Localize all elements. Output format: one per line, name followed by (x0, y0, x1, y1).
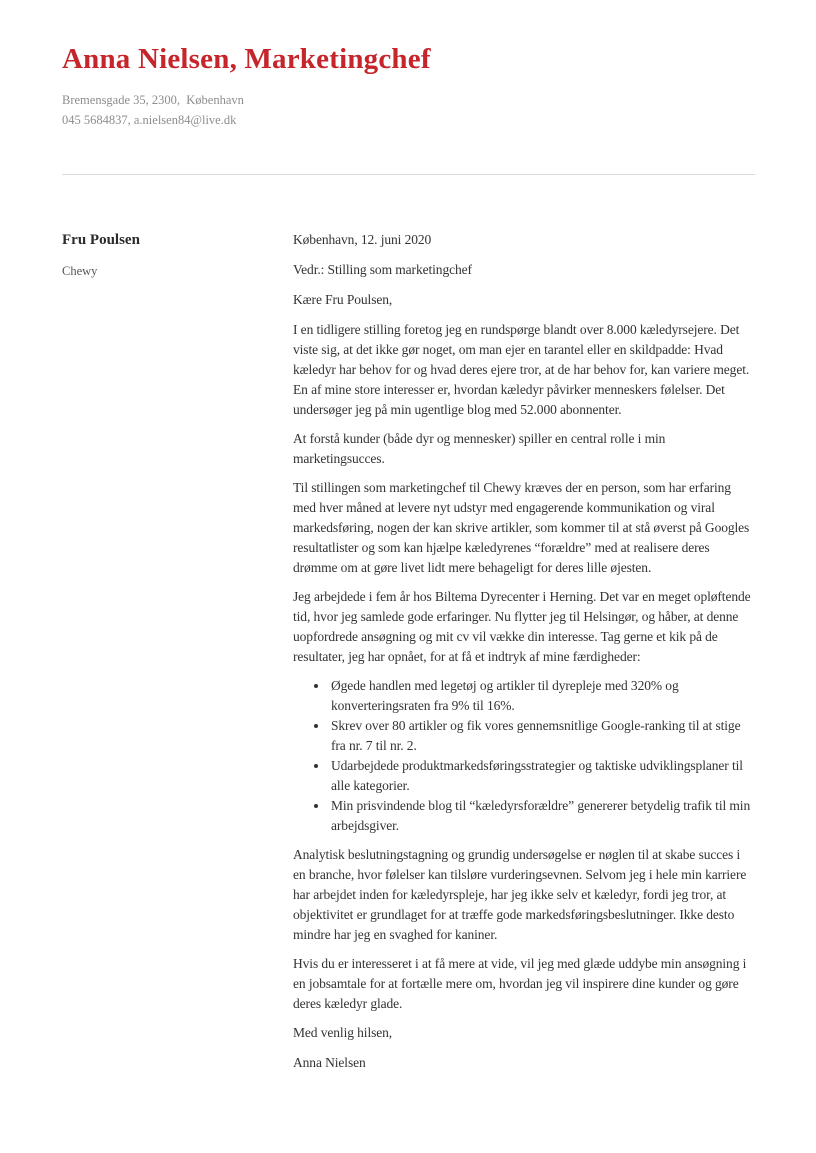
paragraph-analytical: Analytisk beslutningstagning og grundig undersøgelse er nøglen til at skabe succes i en branche, hvor følelser kan tilsløre vurderingsevnen. Selvom jeg i hele min karriere har arbejdet inden for kæledyrspleje, har jeg ikke selv et kæledyr, fordi jeg tror, at objektivitet er grundlaget for at træffe gode markedsføringsbeslutninger. Ikke desto mindre har jeg en svaghed for kaniner. (293, 847, 747, 942)
subject-line: Vedr.: Stilling som marketingchef (293, 262, 472, 277)
date-line: København, 12. juni 2020 (293, 232, 432, 247)
applicant-name-title: Anna Nielsen, Marketingchef (62, 43, 431, 75)
paragraph-survey: I en tidligere stilling foretog jeg en rundspørge blandt over 8.000 kæledyrsejere. Det viste sig, at det ikke gør noget, om man ejer en tarantel eller en skildpadde: Hvad kæledyr har behov for og hvad deres ejere tror, at de har behov for, kan variere meget. En af mine store interesser er, hvordan kæledyr påvirker menneskers følelser. Det undersøger jeg på min ugentlige blog med 52.000 abonnenter. (293, 322, 750, 417)
recipient-company: Chewy (62, 264, 98, 278)
recipient-name: Fru Poulsen (62, 232, 140, 248)
letter-body (293, 230, 755, 1073)
header-divider (62, 174, 755, 175)
signoff: Med venlig hilsen, (293, 1025, 393, 1040)
bullet-item-articles-ranking: • Skrev over 80 artikler og fik vores gennemsnitlige Google-ranking til at stige fra nr. 7 til nr. 2. (329, 716, 755, 756)
bullet-item-strategies: • Udarbejdede produktmarkedsføringsstrategier og taktiske udviklingsplaner til alle kategorier. (329, 756, 755, 796)
salutation: Kære Fru Poulsen, (293, 292, 393, 307)
paragraph-understanding-customers: At forstå kunder (både dyr og mennesker) spiller en central rolle i min marketingsucces. (293, 431, 666, 466)
paragraph-experience: Jeg arbejdede i fem år hos Biltema Dyrecenter i Herning. Det var en meget opløftende tid, hvor jeg samlede gode erfaringer. Nu flytter jeg til Helsingør, og håber, at denne uopfordrede ansøgning og mit cv vil vække din interesse. Tag gerne et kik på de resultater, jeg har opnået, for at få et indtryk af mine færdigheder: (293, 589, 751, 664)
letter-content (62, 230, 755, 1073)
applicant-phone-email: 045 5684837, a.nielsen84@live.dk (62, 113, 237, 127)
recipient-block (62, 230, 293, 1073)
applicant-address: Bremensgade 35, 2300, København (62, 93, 244, 107)
bullet-item-blog-traffic: • Min prisvindende blog til “kæledyrsforældre” genererer betydelig trafik til min arbejdsgiver. (329, 796, 755, 836)
signature-name: Anna Nielsen (293, 1055, 366, 1070)
paragraph-interview-invite: Hvis du er interesseret i at få mere at vide, vil jeg med glæde uddybe min ansøgning i en jobsamtale for at fortælle mere om, hvordan jeg vil inspirere dine kunder og gøre deres kæledyr glade. (293, 956, 747, 1011)
results-list (293, 676, 755, 836)
bullet-item-sales-increase: • Øgede handlen med legetøj og artikler til dyrepleje med 320% og konverteringsraten fra 9% til 16%. (329, 676, 755, 716)
letter-header (62, 42, 755, 130)
paragraph-position-requirements: Til stillingen som marketingchef til Chewy kræves der en person, som har erfaring med hver måned at levere nyt udstyr med engagerende kommunikation og viral markedsføring, nogen der kan skrive artikler, som kommer til at stå øverst på Googles resultatlister og som kan hjælpe kæledyrenes “forældre” med at realisere deres drømme om at gøre livet lidt mere behageligt for deres lille øjesten. (293, 480, 750, 575)
